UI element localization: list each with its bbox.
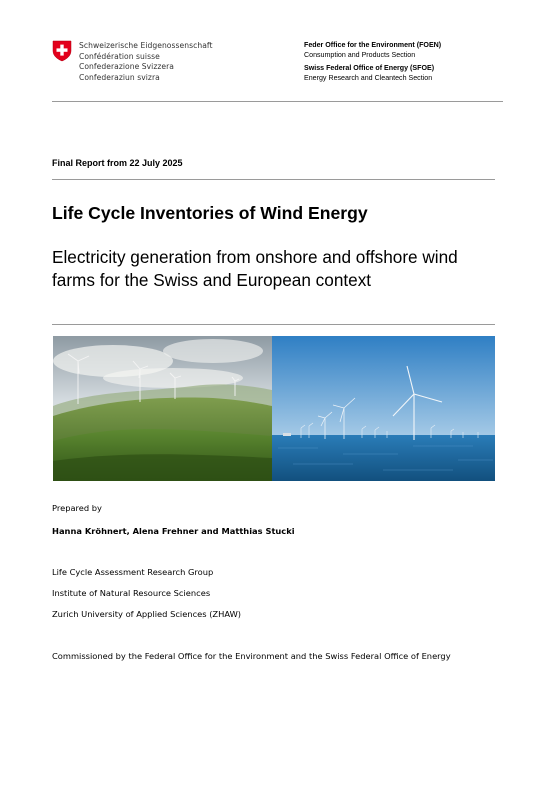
commission-statement: Commissioned by the Federal Office for the Environment and the Swiss Federal Office of Energy: [52, 651, 451, 661]
office-sfoe-section: Energy Research and Cleantech Section: [304, 73, 433, 82]
confederation-line-de: Schweizerische Eidgenossenschaft: [79, 41, 213, 50]
author-names: Hanna Kröhnert, Alena Frehner and Matthias Stucki: [52, 526, 295, 536]
title-divider: [52, 324, 495, 325]
confederation-names: [79, 41, 213, 83]
page-title: Life Cycle Inventories of Wind Energy: [52, 203, 368, 223]
date-divider: [52, 179, 495, 180]
office-sfoe-name: Swiss Federal Office of Energy (SFOE): [304, 64, 435, 73]
report-date: Final Report from 22 July 2025: [52, 158, 183, 168]
university: Zurich University of Applied Sciences (ZHAW): [52, 609, 242, 619]
swiss-coat-of-arms-icon: [52, 40, 72, 62]
institute: Institute of Natural Resource Sciences: [52, 588, 211, 598]
prepared-by-label: Prepared by: [52, 503, 102, 513]
federal-offices: [304, 41, 441, 83]
confederation-line-rm: Confederaziun svizra: [79, 72, 160, 82]
office-foen-name: Feder Office for the Environment (FOEN): [304, 41, 442, 49]
confederation-line-it: Confederazione Svizzera: [79, 62, 175, 71]
confederation-line-fr: Confédération suisse: [79, 51, 160, 61]
office-foen-section: Consumption and Products Section: [304, 50, 416, 59]
header-divider: [52, 101, 503, 102]
cover-photo-wind-farms: [53, 336, 495, 481]
page-subtitle: Electricity generation from onshore and offshore wind farms for the Swiss and European context: [52, 247, 458, 290]
research-group: Life Cycle Assessment Research Group: [52, 567, 214, 577]
